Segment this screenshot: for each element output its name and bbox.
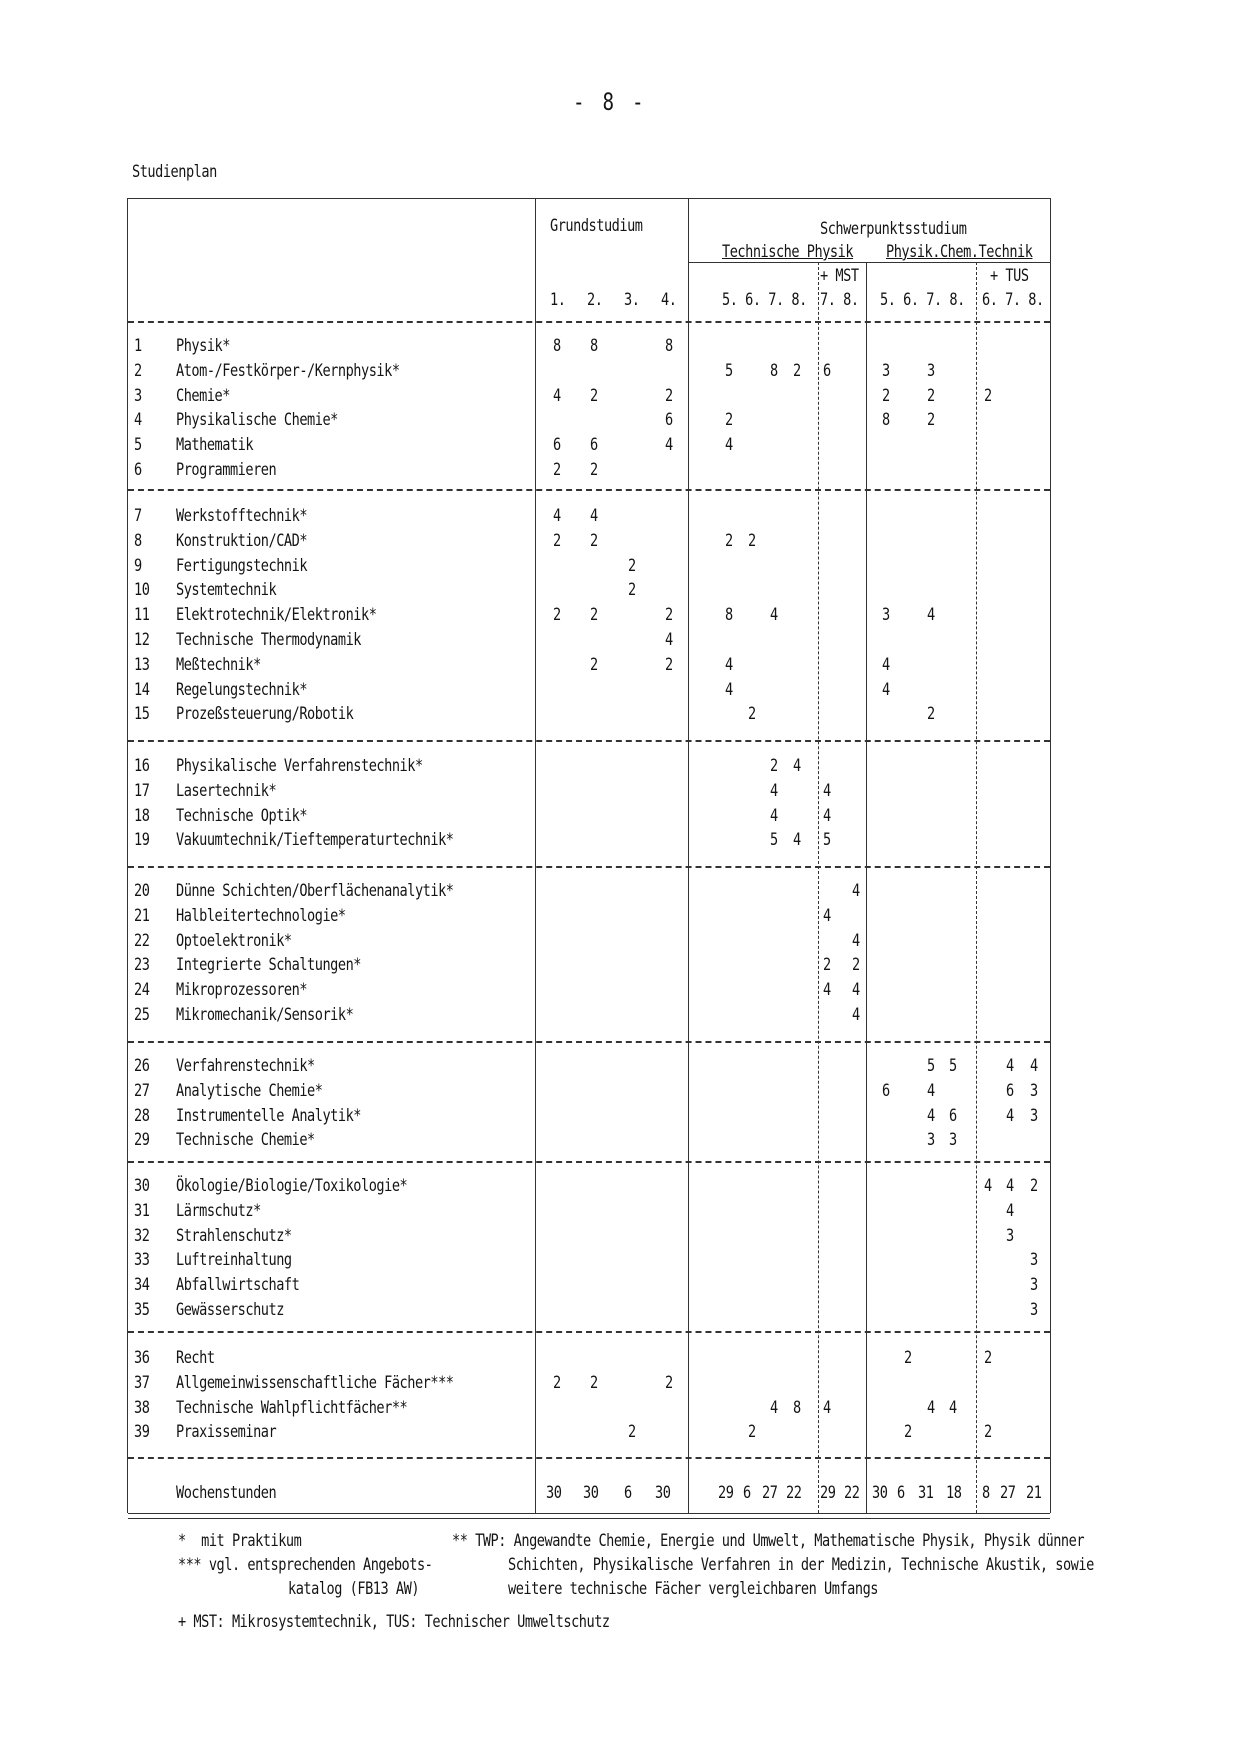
hours-cell: 8 <box>590 336 598 356</box>
row-number: 12 <box>134 630 150 650</box>
hours-cell: 4 <box>1006 1176 1014 1196</box>
footnote-angebotskatalog-1: *** vgl. entsprechenden Angebots- <box>178 1555 433 1575</box>
course-name: Allgemeinwissenschaftliche Fächer*** <box>176 1372 454 1393</box>
hours-cell: 8 <box>665 336 673 356</box>
hours-cell: 4 <box>1006 1200 1014 1221</box>
header-sem-pct: 5. 6. 7. 8. <box>880 290 965 310</box>
total-cell: 8 <box>982 1483 990 1503</box>
header-sem-mst: 7. 8. <box>820 290 859 310</box>
hours-cell: 4 <box>725 679 733 700</box>
header-sem-tp: 5. 6. 7. 8. <box>722 290 807 310</box>
hours-cell: 4 <box>984 1176 992 1196</box>
row-number: 2 <box>134 360 142 381</box>
course-name: Analytische Chemie* <box>176 1080 323 1101</box>
hours-cell: 6 <box>590 435 598 456</box>
header-divider <box>128 321 1050 323</box>
row-number: 7 <box>134 506 142 526</box>
row-number: 39 <box>134 1422 150 1443</box>
hours-cell: 4 <box>823 1397 831 1418</box>
total-cell: 6 <box>624 1483 632 1503</box>
hours-cell: 4 <box>882 654 890 675</box>
course-name: Konstruktion/CAD* <box>176 530 308 551</box>
course-name: Fertigungstechnik <box>176 555 308 576</box>
hours-cell: 2 <box>852 955 860 976</box>
hours-cell: 6 <box>949 1105 957 1126</box>
total-cell: 6 <box>743 1483 751 1503</box>
hours-cell: 3 <box>1030 1275 1038 1296</box>
course-name: Mathematik <box>176 435 254 456</box>
hours-cell: 2 <box>553 1372 561 1393</box>
hours-cell: 4 <box>852 881 860 901</box>
total-cell: 30 <box>546 1483 562 1503</box>
course-name: Physikalische Verfahrenstechnik* <box>176 756 423 776</box>
hours-cell: 4 <box>553 506 561 526</box>
hours-cell: 2 <box>628 555 636 576</box>
header-tus: + TUS <box>990 266 1029 286</box>
hours-cell: 5 <box>725 360 733 381</box>
row-number: 19 <box>134 830 150 851</box>
course-name: Dünne Schichten/Oberflächenanalytik* <box>176 881 454 901</box>
course-name: Regelungstechnik* <box>176 679 308 700</box>
header-sem-1: 1. <box>550 290 566 310</box>
hours-cell: 2 <box>553 530 561 551</box>
hours-cell: 2 <box>553 460 561 480</box>
row-number: 33 <box>134 1250 150 1271</box>
hours-cell: 4 <box>793 830 801 851</box>
hours-cell: 4 <box>927 1105 935 1126</box>
table-border-top <box>128 198 1050 199</box>
hours-cell: 2 <box>590 1372 598 1393</box>
row-number: 5 <box>134 435 142 456</box>
hours-cell: 6 <box>1006 1080 1014 1101</box>
hours-cell: 8 <box>770 360 778 381</box>
row-number: 11 <box>134 605 150 626</box>
hours-cell: 3 <box>927 1130 935 1151</box>
group-separator <box>128 1457 1050 1459</box>
row-number: 8 <box>134 530 142 551</box>
hours-cell: 2 <box>628 580 636 601</box>
hours-cell: 2 <box>823 955 831 976</box>
total-cell: 21 <box>1026 1483 1042 1503</box>
hours-cell: 4 <box>553 385 561 406</box>
total-cell: 31 <box>918 1483 934 1503</box>
hours-cell: 4 <box>927 1397 935 1418</box>
row-number: 6 <box>134 460 142 480</box>
hours-cell: 4 <box>823 780 831 801</box>
hours-cell: 4 <box>770 1397 778 1418</box>
hours-cell: 4 <box>770 605 778 626</box>
hours-cell: 4 <box>770 780 778 801</box>
hours-cell: 3 <box>927 360 935 381</box>
hours-cell: 3 <box>882 360 890 381</box>
course-name: Mikromechanik/Sensorik* <box>176 1005 354 1025</box>
total-label: Wochenstunden <box>176 1483 277 1503</box>
hours-cell: 2 <box>927 410 935 431</box>
table-border-bottom <box>128 1513 1050 1514</box>
schwer-divider <box>688 198 689 1513</box>
group-separator <box>128 1331 1050 1333</box>
hours-cell: 2 <box>628 1422 636 1443</box>
row-number: 35 <box>134 1300 150 1320</box>
table-border-left <box>127 198 128 1513</box>
course-name: Optoelektronik* <box>176 930 292 951</box>
course-name: Vakuumtechnik/Tieftemperaturtechnik* <box>176 830 454 851</box>
hours-cell: 2 <box>748 530 756 551</box>
header-physik-chem-technik: Physik.Chem.Technik <box>886 242 1033 262</box>
footnote-angebotskatalog-2: katalog (FB13 AW) <box>288 1579 420 1599</box>
hours-cell: 4 <box>823 905 831 926</box>
pct-divider <box>866 262 867 1513</box>
row-number: 4 <box>134 410 142 431</box>
row-number: 18 <box>134 805 150 826</box>
course-name: Technische Wahlpflichtfächer** <box>176 1397 408 1418</box>
footnote-mst-tus: + MST: Mikrosystemtechnik, TUS: Technischer Umweltschutz <box>178 1612 610 1632</box>
row-number: 34 <box>134 1275 150 1296</box>
course-name: Technische Chemie* <box>176 1130 315 1151</box>
hours-cell: 3 <box>882 605 890 626</box>
row-number: 24 <box>134 980 150 1001</box>
total-cell: 27 <box>762 1483 778 1503</box>
course-name: Recht <box>176 1348 215 1368</box>
hours-cell: 2 <box>725 530 733 551</box>
course-name: Lärmschutz* <box>176 1200 261 1221</box>
header-technische-physik: Technische Physik <box>722 242 854 262</box>
hours-cell: 2 <box>984 385 992 406</box>
hours-cell: 5 <box>949 1056 957 1076</box>
group-separator <box>128 1161 1050 1163</box>
hours-cell: 2 <box>665 385 673 406</box>
row-number: 17 <box>134 780 150 801</box>
group-separator <box>128 1041 1050 1043</box>
hours-cell: 4 <box>665 630 673 650</box>
hours-cell: 2 <box>590 530 598 551</box>
hours-cell: 4 <box>1006 1105 1014 1126</box>
page-number: - 8 - <box>573 88 647 116</box>
hours-cell: 2 <box>725 410 733 431</box>
row-number: 32 <box>134 1225 150 1246</box>
hours-cell: 3 <box>1006 1225 1014 1246</box>
hours-cell: 2 <box>748 1422 756 1443</box>
course-name: Technische Optik* <box>176 805 308 826</box>
hours-cell: 5 <box>770 830 778 851</box>
row-number: 21 <box>134 905 150 926</box>
row-number: 13 <box>134 654 150 675</box>
mst-divider <box>818 262 819 1513</box>
hours-cell: 4 <box>725 435 733 456</box>
hours-cell: 8 <box>793 1397 801 1418</box>
hours-cell: 2 <box>793 360 801 381</box>
course-name: Meßtechnik* <box>176 654 261 675</box>
hours-cell: 2 <box>590 605 598 626</box>
hours-cell: 2 <box>1030 1176 1038 1196</box>
hours-cell: 3 <box>1030 1080 1038 1101</box>
hours-cell: 4 <box>852 930 860 951</box>
hours-cell: 2 <box>770 756 778 776</box>
hours-cell: 4 <box>852 1005 860 1025</box>
header-sem-2: 2. <box>587 290 603 310</box>
plan-title: Studienplan <box>132 162 217 182</box>
row-number: 1 <box>134 336 142 356</box>
hours-cell: 2 <box>904 1422 912 1443</box>
course-name: Halbleitertechnologie* <box>176 905 346 926</box>
table-border-right <box>1050 198 1051 1513</box>
total-cell: 30 <box>655 1483 671 1503</box>
footnote-twp-1: ** TWP: Angewandte Chemie, Energie und Umwelt, Mathematische Physik, Physik dünner <box>452 1531 1085 1551</box>
hours-cell: 2 <box>927 704 935 725</box>
total-cell: 6 <box>897 1483 905 1503</box>
hours-cell: 3 <box>949 1130 957 1151</box>
course-name: Systemtechnik <box>176 580 277 601</box>
hours-cell: 4 <box>665 435 673 456</box>
hours-cell: 4 <box>770 805 778 826</box>
row-number: 37 <box>134 1372 150 1393</box>
tus-divider <box>976 262 977 1513</box>
hours-cell: 4 <box>823 805 831 826</box>
header-sem-3: 3. <box>624 290 640 310</box>
row-number: 26 <box>134 1056 150 1076</box>
hours-cell: 4 <box>725 654 733 675</box>
group-separator <box>128 740 1050 742</box>
hours-cell: 4 <box>590 506 598 526</box>
course-name: Technische Thermodynamik <box>176 630 361 650</box>
course-name: Integrierte Schaltungen* <box>176 955 361 976</box>
hours-cell: 4 <box>949 1397 957 1418</box>
row-number: 31 <box>134 1200 150 1221</box>
course-name: Prozeßsteuerung/Robotik <box>176 704 354 725</box>
hours-cell: 5 <box>823 830 831 851</box>
hours-cell: 2 <box>590 654 598 675</box>
hours-cell: 6 <box>553 435 561 456</box>
hours-cell: 2 <box>904 1348 912 1368</box>
hours-cell: 4 <box>927 605 935 626</box>
hours-cell: 4 <box>927 1080 935 1101</box>
header-sem-tus: 6. 7. 8. <box>982 290 1044 310</box>
hours-cell: 2 <box>665 605 673 626</box>
hours-cell: 2 <box>984 1422 992 1443</box>
hours-cell: 4 <box>882 679 890 700</box>
group-separator <box>128 866 1050 868</box>
hours-cell: 3 <box>1030 1250 1038 1271</box>
row-number: 23 <box>134 955 150 976</box>
row-number: 9 <box>134 555 142 576</box>
row-number: 27 <box>134 1080 150 1101</box>
course-name: Programmieren <box>176 460 277 480</box>
hours-cell: 8 <box>553 336 561 356</box>
course-name: Atom-/Festkörper-/Kernphysik* <box>176 360 400 381</box>
row-number: 3 <box>134 385 142 406</box>
header-grundstudium: Grundstudium <box>550 216 643 236</box>
course-name: Physik* <box>176 336 230 356</box>
hours-cell: 2 <box>553 605 561 626</box>
course-name: Lasertechnik* <box>176 780 277 801</box>
hours-cell: 3 <box>1030 1300 1038 1320</box>
table-border-bottom-double <box>128 1518 1050 1519</box>
hours-cell: 2 <box>882 385 890 406</box>
row-number: 29 <box>134 1130 150 1151</box>
total-cell: 27 <box>1000 1483 1016 1503</box>
grund-underline <box>688 262 1050 263</box>
total-cell: 22 <box>786 1483 802 1503</box>
total-cell: 30 <box>872 1483 888 1503</box>
header-schwerpunkt: Schwerpunktsstudium <box>820 219 967 239</box>
hours-cell: 3 <box>1030 1105 1038 1126</box>
hours-cell: 6 <box>823 360 831 381</box>
total-cell: 18 <box>946 1483 962 1503</box>
course-name: Physikalische Chemie* <box>176 410 338 431</box>
course-name: Mikroprozessoren* <box>176 980 308 1001</box>
hours-cell: 5 <box>927 1056 935 1076</box>
row-number: 38 <box>134 1397 150 1418</box>
grund-divider <box>535 198 536 1513</box>
course-name: Verfahrenstechnik* <box>176 1056 315 1076</box>
total-cell: 30 <box>583 1483 599 1503</box>
footnote-praktikum: * mit Praktikum <box>178 1531 302 1551</box>
total-cell: 29 <box>820 1483 836 1503</box>
hours-cell: 6 <box>882 1080 890 1101</box>
hours-cell: 8 <box>725 605 733 626</box>
hours-cell: 2 <box>590 460 598 480</box>
course-name: Instrumentelle Analytik* <box>176 1105 361 1126</box>
course-name: Elektrotechnik/Elektronik* <box>176 605 377 626</box>
hours-cell: 2 <box>927 385 935 406</box>
row-number: 10 <box>134 580 150 601</box>
hours-cell: 2 <box>984 1348 992 1368</box>
hours-cell: 4 <box>1030 1056 1038 1076</box>
header-sem-4: 4. <box>661 290 677 310</box>
course-name: Luftreinhaltung <box>176 1250 292 1271</box>
total-cell: 22 <box>844 1483 860 1503</box>
row-number: 30 <box>134 1176 150 1196</box>
row-number: 16 <box>134 756 150 776</box>
hours-cell: 2 <box>665 654 673 675</box>
course-name: Chemie* <box>176 385 230 406</box>
row-number: 15 <box>134 704 150 725</box>
header-mst: + MST <box>820 266 859 286</box>
row-number: 25 <box>134 1005 150 1025</box>
course-name: Praxisseminar <box>176 1422 277 1443</box>
hours-cell: 4 <box>823 980 831 1001</box>
group-separator <box>128 489 1050 491</box>
hours-cell: 8 <box>882 410 890 431</box>
hours-cell: 2 <box>748 704 756 725</box>
hours-cell: 4 <box>852 980 860 1001</box>
hours-cell: 2 <box>590 385 598 406</box>
footnote-twp-2: Schichten, Physikalische Verfahren in der Medizin, Technische Akustik, sowie <box>508 1555 1094 1575</box>
hours-cell: 2 <box>665 1372 673 1393</box>
row-number: 28 <box>134 1105 150 1126</box>
hours-cell: 6 <box>665 410 673 431</box>
row-number: 20 <box>134 881 150 901</box>
course-name: Ökologie/Biologie/Toxikologie* <box>176 1176 408 1196</box>
course-name: Strahlenschutz* <box>176 1225 292 1246</box>
hours-cell: 4 <box>793 756 801 776</box>
row-number: 14 <box>134 679 150 700</box>
hours-cell: 4 <box>1006 1056 1014 1076</box>
course-name: Gewässerschutz <box>176 1300 284 1320</box>
course-name: Werkstofftechnik* <box>176 506 308 526</box>
row-number: 22 <box>134 930 150 951</box>
row-number: 36 <box>134 1348 150 1368</box>
total-cell: 29 <box>718 1483 734 1503</box>
footnote-twp-3: weitere technische Fächer vergleichbaren Umfangs <box>508 1579 878 1599</box>
course-name: Abfallwirtschaft <box>176 1275 300 1296</box>
